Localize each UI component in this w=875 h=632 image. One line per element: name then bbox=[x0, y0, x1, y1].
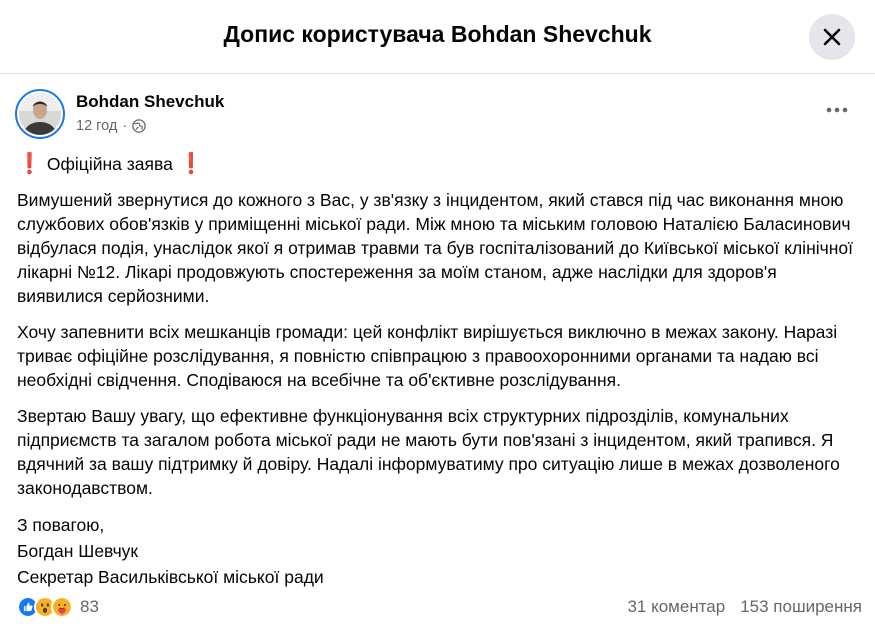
post-paragraph: Звертаю Вашу увагу, що ефективне функціонування всіх структурних підрозділів, комунальних підприємств та загалом робота міської ради не мають бути пов'язані з інцидентом, який трапився. Я вдячний за вашу підтримку й довіру. Надалі інформуватиму про ситуацію лише в межах дозволеного законодавством. bbox=[17, 406, 840, 498]
profile-photo bbox=[19, 93, 61, 135]
post-stats bbox=[627, 597, 862, 617]
post-paragraph: Хочу запевнити всіх мешканців громади: цей конфлікт вирішується виключно в межах закону. Наразі триває офіційне розслідування, я повністю співпрацюю з правоохоронними органами та надаю всі необхідні свідчення. Сподіваюся на всебічне та об'єктивне розслідування. bbox=[17, 322, 838, 390]
globe-icon[interactable] bbox=[132, 119, 146, 133]
dialog-header bbox=[0, 0, 875, 74]
close-button[interactable] bbox=[809, 14, 855, 60]
more-options-button[interactable] bbox=[818, 95, 856, 125]
author-name[interactable]: Bohdan Shevchuk bbox=[76, 92, 225, 111]
close-icon bbox=[823, 28, 841, 46]
post-footer bbox=[17, 594, 862, 620]
shares-count-link[interactable]: 153 поширення bbox=[740, 597, 862, 616]
post-signature bbox=[17, 512, 862, 590]
post-paragraph: Вимушений звернутися до кожного з Вас, у зв'язку з інцидентом, який стався під час виконання мною службових обов'язків у приміщенні міської ради. Між мною та міським головою Наталією Баласинович відбулася подія, унаслідок якої я отримав травми та був госпіталізований до Київської міської клінічної лікарні №12. Лікарі продовжують спостереження за моїм станом, адже наслідки для здоров'я виявилися серйозними. bbox=[17, 190, 854, 306]
red-exclamation-mark-icon: ❗ bbox=[178, 153, 204, 175]
post-body bbox=[17, 152, 862, 590]
reaction-count: 83 bbox=[80, 597, 99, 616]
signature-line: Богдан Шевчук bbox=[17, 541, 139, 561]
avatar[interactable] bbox=[15, 89, 65, 139]
post-time[interactable]: 12 год bbox=[76, 118, 118, 134]
dialog-title: Допис користувача Bohdan Shevchuk bbox=[223, 21, 652, 47]
headline-text: Офіційна заява bbox=[46, 154, 173, 174]
care-icon bbox=[51, 596, 73, 618]
reactions-summary[interactable] bbox=[17, 596, 99, 618]
meta-separator: · bbox=[122, 118, 128, 134]
post-meta bbox=[76, 118, 146, 134]
comments-count-link[interactable]: 31 коментар bbox=[627, 597, 726, 616]
red-exclamation-mark-icon: ❗ bbox=[17, 153, 42, 175]
post-headline bbox=[17, 152, 862, 176]
signature-line: З повагою, bbox=[17, 515, 105, 535]
more-horizontal-icon bbox=[826, 107, 848, 113]
signature-line: Секретар Васильківської міської ради bbox=[17, 567, 324, 587]
